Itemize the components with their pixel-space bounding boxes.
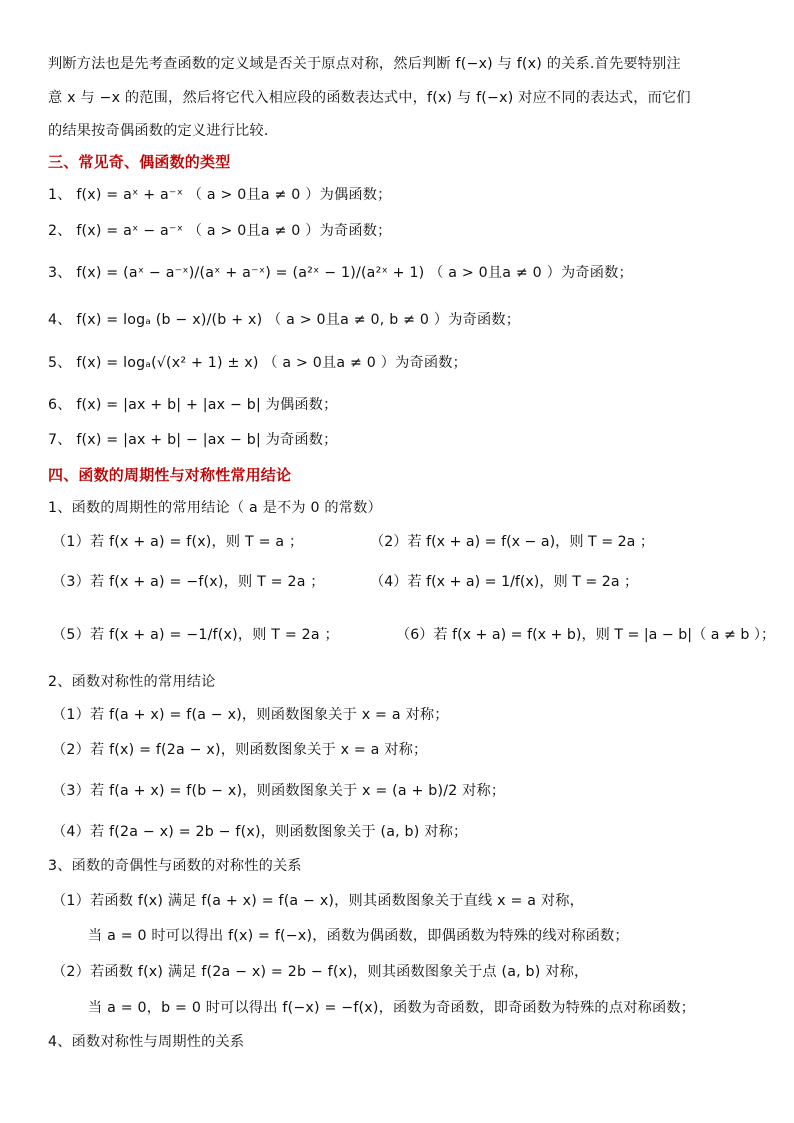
type-item-4: 4、 f(x) = logₐ (b − x)/(b + x) （ a > 0且a ≠ 0, b ≠ 0 ）为奇函数；: [48, 312, 521, 328]
type-item-6: 6、 f(x) = |ax + b| + |ax − b| 为偶函数；: [48, 397, 338, 413]
period-rule-4: （4）若 f(x + a) = 1/f(x)，则 T = 2a ；: [370, 574, 639, 590]
symmetry-subheading: 2、函数对称性的常用结论: [48, 674, 216, 690]
intro-line-1: 判断方法也是先考查函数的定义域是否关于原点对称，然后判断 f(−x) 与 f(x) 的关系.首先要特别注: [48, 56, 681, 72]
symmetry-rule-4: （4）若 f(2a − x) = 2b − f(x)，则函数图象关于 (a, b) 对称；: [52, 824, 468, 840]
intro-line-3: 的结果按奇偶函数的定义进行比较.: [48, 123, 269, 139]
type-item-7: 7、 f(x) = |ax + b| − |ax − b| 为奇函数；: [48, 432, 338, 448]
period-rule-6: （6）若 f(x + a) = f(x + b)，则 T = |a − b|（ a ≠ b ）；: [396, 627, 776, 643]
symmetry-rule-2: （2）若 f(x) = f(2a − x)，则函数图象关于 x = a 对称；: [52, 742, 428, 758]
section-3-heading: 三、常见奇、偶函数的类型: [48, 153, 231, 171]
relation-subheading: 3、函数的奇偶性与函数的对称性的关系: [48, 858, 302, 874]
periodic-symmetry-subheading: 4、函数对称性与周期性的关系: [48, 1034, 245, 1050]
period-rule-5: （5）若 f(x + a) = −1/f(x)，则 T = 2a ；: [52, 627, 339, 643]
relation-line-2: 当 a = 0 时可以得出 f(x) = f(−x)，函数为偶函数，即偶函数为特殊的线对称函数；: [88, 928, 629, 944]
type-item-5: 5、 f(x) = logₐ(√(x² + 1) ± x) （ a > 0且a ≠ 0 ）为奇函数；: [48, 355, 468, 371]
type-item-2: 2、 f(x) = aˣ − a⁻ˣ （ a > 0且a ≠ 0 ）为奇函数；: [48, 223, 392, 239]
type-item-1: 1、 f(x) = aˣ + a⁻ˣ （ a > 0且a ≠ 0 ）为偶函数；: [48, 187, 392, 203]
period-subheading: 1、函数的周期性的常用结论（ a 是不为 0 的常数）: [48, 500, 382, 516]
period-rule-1: （1）若 f(x + a) = f(x)，则 T = a ；: [52, 534, 304, 550]
relation-line-1: （1）若函数 f(x) 满足 f(a + x) = f(a − x)，则其函数图象关于直线 x = a 对称，: [52, 893, 585, 909]
relation-line-3: （2）若函数 f(x) 满足 f(2a − x) = 2b − f(x)，则其函数图象关于点 (a, b) 对称，: [52, 964, 589, 980]
symmetry-rule-1: （1）若 f(a + x) = f(a − x)，则函数图象关于 x = a 对称；: [52, 707, 449, 723]
type-item-3: 3、 f(x) = (aˣ − a⁻ˣ)/(aˣ + a⁻ˣ) = (a²ˣ − 1)/(a²ˣ + 1) （ a > 0且a ≠ 0 ）为奇函数；: [48, 265, 633, 281]
intro-line-2: 意 x 与 −x 的范围，然后将它代入相应段的函数表达式中，f(x) 与 f(−x) 对应不同的表达式，而它们: [48, 90, 691, 106]
relation-line-4: 当 a = 0，b = 0 时可以得出 f(−x) = −f(x)，函数为奇函数，即奇函数为特殊的点对称函数；: [88, 1000, 696, 1016]
symmetry-rule-3: （3）若 f(a + x) = f(b − x)，则函数图象关于 x = (a + b)/2 对称；: [52, 783, 506, 799]
period-rule-3: （3）若 f(x + a) = −f(x)，则 T = 2a ；: [52, 574, 325, 590]
period-rule-2: （2）若 f(x + a) = f(x − a)，则 T = 2a ；: [370, 534, 655, 550]
section-4-heading: 四、函数的周期性与对称性常用结论: [48, 466, 292, 484]
